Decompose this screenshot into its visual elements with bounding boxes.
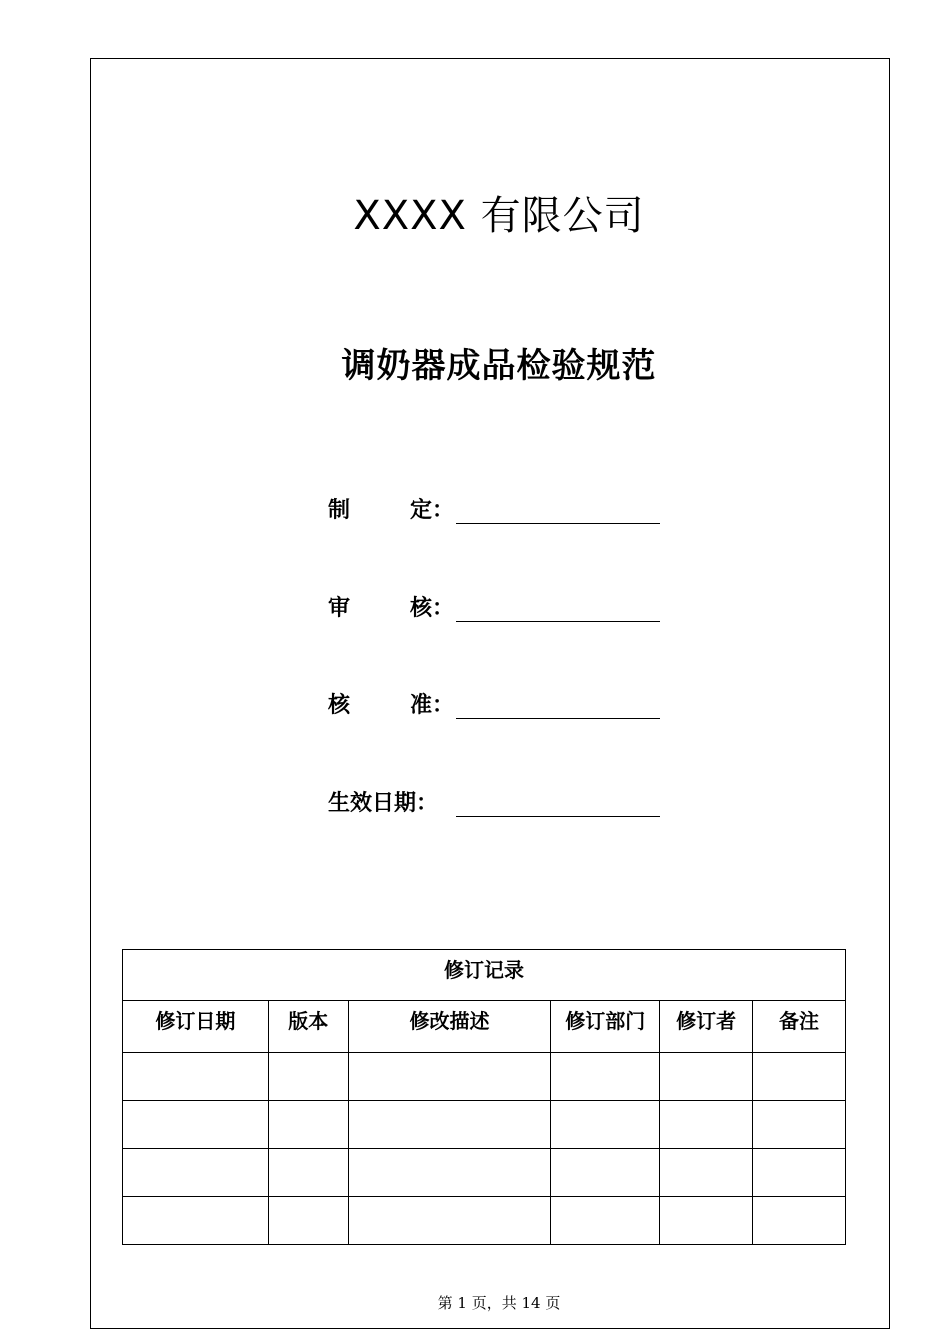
column-header: 修订日期: [123, 1001, 269, 1053]
signature-label-part: 生效日期：: [328, 790, 439, 816]
column-header: 备注: [753, 1001, 846, 1053]
table-cell[interactable]: [268, 1053, 348, 1101]
table-cell[interactable]: [268, 1197, 348, 1245]
signature-row-effective-date: [328, 787, 660, 817]
signature-line[interactable]: [456, 597, 660, 622]
column-header: 修订者: [660, 1001, 753, 1053]
table-cell[interactable]: [123, 1197, 269, 1245]
revision-table: [122, 949, 846, 1245]
column-header: 修改描述: [348, 1001, 551, 1053]
revision-table-caption: 修订记录: [123, 950, 846, 1001]
signature-line[interactable]: [456, 694, 660, 719]
signature-label-part: 定：: [409, 497, 454, 523]
table-cell[interactable]: [123, 1149, 269, 1197]
table-cell[interactable]: [660, 1149, 753, 1197]
table-cell[interactable]: [348, 1197, 551, 1245]
table-cell[interactable]: [551, 1101, 660, 1149]
signature-row-prepared: [328, 494, 660, 524]
table-row: [123, 1149, 846, 1197]
document-title: 调奶器成品检验规范: [341, 346, 657, 386]
signature-row-approved: [328, 689, 660, 719]
table-cell[interactable]: [753, 1101, 846, 1149]
signature-label-part: 制: [328, 497, 351, 523]
company-name: XXXX 有限公司: [353, 193, 645, 239]
page-footer: 第 1 页，共 14 页: [437, 1294, 561, 1312]
signature-label-part: 核: [328, 692, 351, 718]
signature-label-part: 核：: [409, 595, 454, 621]
signature-label: [328, 591, 454, 622]
table-cell[interactable]: [753, 1053, 846, 1101]
table-cell[interactable]: [660, 1053, 753, 1101]
signature-row-reviewed: [328, 592, 660, 622]
column-header: 修订部门: [551, 1001, 660, 1053]
table-cell[interactable]: [348, 1053, 551, 1101]
table-cell[interactable]: [551, 1149, 660, 1197]
table-cell[interactable]: [660, 1101, 753, 1149]
table-row: [123, 1197, 846, 1245]
signature-line[interactable]: [456, 499, 660, 524]
column-header: 版本: [268, 1001, 348, 1053]
table-cell[interactable]: [753, 1149, 846, 1197]
table-cell[interactable]: [268, 1149, 348, 1197]
table-cell[interactable]: [123, 1101, 269, 1149]
signature-line[interactable]: [456, 792, 660, 817]
signature-label: [328, 786, 454, 817]
table-cell[interactable]: [123, 1053, 269, 1101]
table-cell[interactable]: [660, 1197, 753, 1245]
table-cell[interactable]: [348, 1101, 551, 1149]
table-cell[interactable]: [268, 1101, 348, 1149]
table-cell[interactable]: [348, 1149, 551, 1197]
revision-table-header: [123, 1001, 846, 1053]
table-row: [123, 1053, 846, 1101]
signature-label: [328, 688, 454, 719]
signature-label-part: 准：: [409, 692, 454, 718]
signature-label: [328, 493, 454, 524]
signature-label-part: 审: [328, 595, 351, 621]
table-cell[interactable]: [551, 1053, 660, 1101]
table-row: [123, 1101, 846, 1149]
table-cell[interactable]: [753, 1197, 846, 1245]
table-cell[interactable]: [551, 1197, 660, 1245]
